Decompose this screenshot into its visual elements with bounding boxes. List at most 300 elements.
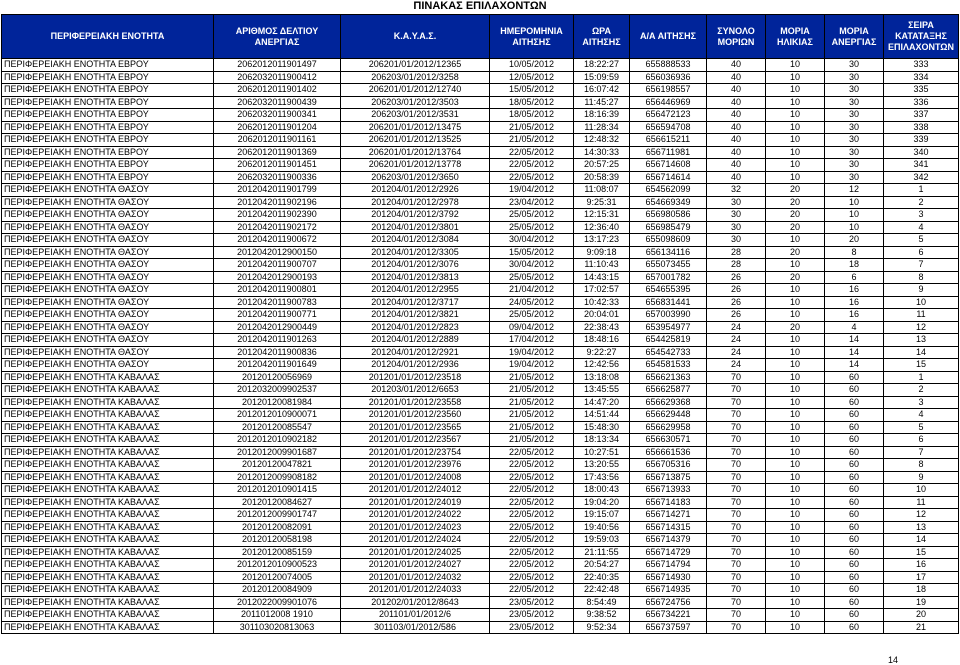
cell-region: ΠΕΡΙΦΕΡΕΙΑΚΗ ΕΝΟΤΗΤΑ ΚΑΒΑΛΑΣ <box>2 409 214 422</box>
table-row <box>2 234 959 247</box>
cell-application-time: 20:54:27 <box>574 559 630 572</box>
cell-kayas: 206201/01/2012/13764 <box>341 146 490 159</box>
cell-kayas: 301103/01/2012/586 <box>341 621 490 634</box>
cell-region: ΠΕΡΙΦΕΡΕΙΑΚΗ ΕΝΟΤΗΤΑ ΚΑΒΑΛΑΣ <box>2 596 214 609</box>
cell-application-number: 656980586 <box>630 209 707 222</box>
cell-unemployment-points: 30 <box>825 84 884 97</box>
cell-total-points: 70 <box>707 584 766 597</box>
cell-application-date: 23/05/2012 <box>490 596 574 609</box>
cell-application-time: 13:45:55 <box>574 384 630 397</box>
cell-total-points: 70 <box>707 559 766 572</box>
header-kayas: Κ.Α.Υ.Α.Σ. <box>341 15 490 59</box>
cell-total-points: 28 <box>707 246 766 259</box>
cell-unemployment-card: 2062032011900336 <box>214 171 341 184</box>
cell-application-date: 19/04/2012 <box>490 346 574 359</box>
table-row <box>2 396 959 409</box>
cell-application-date: 22/05/2012 <box>490 171 574 184</box>
table-row <box>2 146 959 159</box>
cell-unemployment-card: 2012042011901649 <box>214 359 341 372</box>
cell-unemployment-points: 30 <box>825 146 884 159</box>
cell-unemployment-card: 20120120047821 <box>214 459 341 472</box>
table-row <box>2 134 959 147</box>
cell-total-points: 70 <box>707 546 766 559</box>
cell-total-points: 30 <box>707 209 766 222</box>
cell-total-points: 24 <box>707 346 766 359</box>
table-row <box>2 546 959 559</box>
candidates-table <box>1 14 959 634</box>
cell-region: ΠΕΡΙΦΕΡΕΙΑΚΗ ΕΝΟΤΗΤΑ ΕΒΡΟΥ <box>2 159 214 172</box>
cell-application-number: 656630571 <box>630 434 707 447</box>
cell-application-date: 22/05/2012 <box>490 471 574 484</box>
cell-unemployment-card: 2012012010902182 <box>214 434 341 447</box>
cell-application-time: 11:28:34 <box>574 121 630 134</box>
cell-unemployment-card: 2012012009908182 <box>214 471 341 484</box>
cell-application-time: 19:40:56 <box>574 521 630 534</box>
cell-region: ΠΕΡΙΦΕΡΕΙΑΚΗ ΕΝΟΤΗΤΑ ΕΒΡΟΥ <box>2 59 214 72</box>
table-row <box>2 434 959 447</box>
cell-application-number: 656714614 <box>630 171 707 184</box>
cell-total-points: 24 <box>707 359 766 372</box>
cell-kayas: 206201/01/2012/13778 <box>341 159 490 172</box>
cell-kayas: 201201/01/2012/24027 <box>341 559 490 572</box>
cell-region: ΠΕΡΙΦΕΡΕΙΑΚΗ ΕΝΟΤΗΤΑ ΘΑΣΟΥ <box>2 271 214 284</box>
cell-total-points: 40 <box>707 84 766 97</box>
cell-ranking: 338 <box>884 121 959 134</box>
cell-ranking: 12 <box>884 509 959 522</box>
cell-unemployment-points: 12 <box>825 184 884 197</box>
table-row <box>2 621 959 634</box>
cell-application-date: 22/05/2012 <box>490 534 574 547</box>
cell-kayas: 201201/01/2012/24025 <box>341 546 490 559</box>
table-row <box>2 196 959 209</box>
cell-unemployment-points: 4 <box>825 321 884 334</box>
cell-region: ΠΕΡΙΦΕΡΕΙΑΚΗ ΕΝΟΤΗΤΑ ΚΑΒΑΛΑΣ <box>2 509 214 522</box>
cell-ranking: 4 <box>884 221 959 234</box>
cell-region: ΠΕΡΙΦΕΡΕΙΑΚΗ ΕΝΟΤΗΤΑ ΕΒΡΟΥ <box>2 109 214 122</box>
cell-age-points: 20 <box>766 196 825 209</box>
cell-total-points: 70 <box>707 621 766 634</box>
page-number: 14 <box>888 655 899 665</box>
cell-kayas: 201201/01/2012/24008 <box>341 471 490 484</box>
cell-unemployment-card: 20120120074005 <box>214 571 341 584</box>
cell-ranking: 15 <box>884 359 959 372</box>
cell-ranking: 14 <box>884 534 959 547</box>
cell-unemployment-card: 2062012011901497 <box>214 59 341 72</box>
cell-application-number: 656714930 <box>630 571 707 584</box>
cell-application-number: 656714271 <box>630 509 707 522</box>
cell-total-points: 40 <box>707 96 766 109</box>
cell-application-time: 13:18:08 <box>574 371 630 384</box>
cell-application-time: 21:11:55 <box>574 546 630 559</box>
cell-application-time: 13:17:23 <box>574 234 630 247</box>
cell-unemployment-card: 2012012010901415 <box>214 484 341 497</box>
cell-kayas: 201204/01/2012/3821 <box>341 309 490 322</box>
cell-application-number: 656713933 <box>630 484 707 497</box>
cell-age-points: 10 <box>766 484 825 497</box>
cell-ranking: 16 <box>884 559 959 572</box>
header-application-number: Α/Α ΑΙΤΗΣΗΣ <box>630 15 707 59</box>
cell-application-time: 18:00:43 <box>574 484 630 497</box>
cell-unemployment-card: 2012042011902196 <box>214 196 341 209</box>
cell-application-number: 656714183 <box>630 496 707 509</box>
cell-age-points: 10 <box>766 171 825 184</box>
cell-unemployment-points: 16 <box>825 284 884 297</box>
cell-application-date: 22/05/2012 <box>490 546 574 559</box>
cell-unemployment-points: 60 <box>825 534 884 547</box>
cell-application-number: 653954977 <box>630 321 707 334</box>
cell-application-time: 18:48:16 <box>574 334 630 347</box>
cell-application-time: 9:22:27 <box>574 346 630 359</box>
cell-application-number: 656629448 <box>630 409 707 422</box>
cell-ranking: 20 <box>884 609 959 622</box>
cell-application-number: 656714608 <box>630 159 707 172</box>
cell-application-date: 21/05/2012 <box>490 409 574 422</box>
cell-region: ΠΕΡΙΦΕΡΕΙΑΚΗ ΕΝΟΤΗΤΑ ΚΑΒΑΛΑΣ <box>2 421 214 434</box>
cell-kayas: 201201/01/2012/24022 <box>341 509 490 522</box>
cell-age-points: 10 <box>766 59 825 72</box>
cell-application-date: 22/05/2012 <box>490 521 574 534</box>
cell-application-number: 656737597 <box>630 621 707 634</box>
cell-age-points: 10 <box>766 84 825 97</box>
cell-application-date: 25/05/2012 <box>490 221 574 234</box>
cell-application-date: 17/04/2012 <box>490 334 574 347</box>
cell-application-number: 656621363 <box>630 371 707 384</box>
cell-ranking: 6 <box>884 434 959 447</box>
cell-unemployment-card: 2012042011900783 <box>214 296 341 309</box>
table-row <box>2 371 959 384</box>
cell-total-points: 40 <box>707 109 766 122</box>
cell-application-time: 22:38:43 <box>574 321 630 334</box>
cell-age-points: 10 <box>766 409 825 422</box>
cell-application-date: 23/05/2012 <box>490 621 574 634</box>
cell-application-time: 16:07:42 <box>574 84 630 97</box>
cell-total-points: 70 <box>707 609 766 622</box>
cell-application-time: 9:52:34 <box>574 621 630 634</box>
cell-application-number: 656594708 <box>630 121 707 134</box>
cell-kayas: 206203/01/2012/3650 <box>341 171 490 184</box>
cell-age-points: 20 <box>766 271 825 284</box>
cell-application-date: 19/04/2012 <box>490 184 574 197</box>
cell-unemployment-points: 30 <box>825 159 884 172</box>
cell-region: ΠΕΡΙΦΕΡΕΙΑΚΗ ΕΝΟΤΗΤΑ ΘΑΣΟΥ <box>2 246 214 259</box>
cell-total-points: 28 <box>707 259 766 272</box>
cell-application-time: 19:15:07 <box>574 509 630 522</box>
cell-unemployment-card: 20120120081984 <box>214 396 341 409</box>
cell-unemployment-card: 2012042012900449 <box>214 321 341 334</box>
table-row <box>2 184 959 197</box>
cell-application-time: 14:51:44 <box>574 409 630 422</box>
cell-application-number: 656724756 <box>630 596 707 609</box>
cell-age-points: 10 <box>766 496 825 509</box>
cell-region: ΠΕΡΙΦΕΡΕΙΑΚΗ ΕΝΟΤΗΤΑ ΘΑΣΟΥ <box>2 346 214 359</box>
cell-kayas: 201204/01/2012/2889 <box>341 334 490 347</box>
cell-ranking: 4 <box>884 409 959 422</box>
table-row <box>2 171 959 184</box>
cell-region: ΠΕΡΙΦΕΡΕΙΑΚΗ ΕΝΟΤΗΤΑ ΕΒΡΟΥ <box>2 84 214 97</box>
cell-unemployment-points: 60 <box>825 396 884 409</box>
cell-application-number: 656711981 <box>630 146 707 159</box>
cell-application-number: 656625877 <box>630 384 707 397</box>
cell-kayas: 201201/01/2012/24033 <box>341 584 490 597</box>
cell-age-points: 10 <box>766 284 825 297</box>
cell-kayas: 206201/01/2012/12365 <box>341 59 490 72</box>
cell-region: ΠΕΡΙΦΕΡΕΙΑΚΗ ΕΝΟΤΗΤΑ ΚΑΒΑΛΑΣ <box>2 384 214 397</box>
cell-total-points: 70 <box>707 434 766 447</box>
cell-application-time: 17:43:56 <box>574 471 630 484</box>
cell-application-time: 17:02:57 <box>574 284 630 297</box>
table-row <box>2 346 959 359</box>
cell-unemployment-card: 20120120056969 <box>214 371 341 384</box>
cell-region: ΠΕΡΙΦΕΡΕΙΑΚΗ ΕΝΟΤΗΤΑ ΚΑΒΑΛΑΣ <box>2 546 214 559</box>
cell-kayas: 201201/01/2012/23565 <box>341 421 490 434</box>
cell-application-date: 21/05/2012 <box>490 396 574 409</box>
cell-unemployment-points: 60 <box>825 596 884 609</box>
cell-application-time: 11:08:07 <box>574 184 630 197</box>
cell-application-number: 656713875 <box>630 471 707 484</box>
table-row <box>2 471 959 484</box>
cell-unemployment-points: 60 <box>825 484 884 497</box>
cell-application-date: 30/04/2012 <box>490 259 574 272</box>
cell-application-number: 656714379 <box>630 534 707 547</box>
cell-kayas: 201204/01/2012/2978 <box>341 196 490 209</box>
cell-kayas: 201204/01/2012/2955 <box>341 284 490 297</box>
cell-unemployment-points: 30 <box>825 59 884 72</box>
table-row <box>2 271 959 284</box>
cell-kayas: 201201/01/2012/23976 <box>341 459 490 472</box>
cell-kayas: 201201/01/2012/23754 <box>341 446 490 459</box>
cell-region: ΠΕΡΙΦΕΡΕΙΑΚΗ ΕΝΟΤΗΤΑ ΚΑΒΑΛΑΣ <box>2 371 214 384</box>
cell-application-number: 656615211 <box>630 134 707 147</box>
table-row <box>2 334 959 347</box>
cell-total-points: 24 <box>707 321 766 334</box>
table-row <box>2 359 959 372</box>
cell-application-time: 15:48:30 <box>574 421 630 434</box>
cell-region: ΠΕΡΙΦΕΡΕΙΑΚΗ ΕΝΟΤΗΤΑ ΘΑΣΟΥ <box>2 359 214 372</box>
cell-age-points: 20 <box>766 221 825 234</box>
cell-application-number: 656134116 <box>630 246 707 259</box>
cell-ranking: 15 <box>884 546 959 559</box>
cell-application-date: 12/05/2012 <box>490 71 574 84</box>
cell-application-number: 656198557 <box>630 84 707 97</box>
cell-unemployment-card: 2011012008 1910 <box>214 609 341 622</box>
cell-unemployment-card: 2062012011901451 <box>214 159 341 172</box>
cell-application-number: 656629368 <box>630 396 707 409</box>
cell-unemployment-points: 18 <box>825 259 884 272</box>
cell-application-time: 12:36:40 <box>574 221 630 234</box>
cell-application-time: 22:42:48 <box>574 584 630 597</box>
cell-unemployment-card: 2062032011900439 <box>214 96 341 109</box>
cell-application-number: 656831441 <box>630 296 707 309</box>
cell-application-time: 9:38:52 <box>574 609 630 622</box>
cell-unemployment-card: 2062032011900341 <box>214 109 341 122</box>
cell-total-points: 70 <box>707 396 766 409</box>
cell-ranking: 2 <box>884 196 959 209</box>
cell-application-date: 22/05/2012 <box>490 446 574 459</box>
cell-ranking: 10 <box>884 296 959 309</box>
cell-application-date: 09/04/2012 <box>490 321 574 334</box>
cell-application-date: 21/05/2012 <box>490 134 574 147</box>
cell-kayas: 201204/01/2012/3084 <box>341 234 490 247</box>
cell-application-time: 20:58:39 <box>574 171 630 184</box>
cell-region: ΠΕΡΙΦΕΡΕΙΑΚΗ ΕΝΟΤΗΤΑ ΘΑΣΟΥ <box>2 309 214 322</box>
cell-region: ΠΕΡΙΦΕΡΕΙΑΚΗ ΕΝΟΤΗΤΑ ΘΑΣΟΥ <box>2 234 214 247</box>
cell-application-time: 20:04:01 <box>574 309 630 322</box>
cell-kayas: 201201/01/2012/24012 <box>341 484 490 497</box>
cell-unemployment-card: 2062012011901204 <box>214 121 341 134</box>
cell-application-time: 14:47:20 <box>574 396 630 409</box>
cell-unemployment-points: 10 <box>825 196 884 209</box>
cell-application-date: 22/05/2012 <box>490 559 574 572</box>
cell-region: ΠΕΡΙΦΕΡΕΙΑΚΗ ΕΝΟΤΗΤΑ ΚΑΒΑΛΑΣ <box>2 571 214 584</box>
cell-kayas: 201204/01/2012/2921 <box>341 346 490 359</box>
cell-age-points: 10 <box>766 471 825 484</box>
cell-age-points: 10 <box>766 259 825 272</box>
cell-age-points: 10 <box>766 109 825 122</box>
cell-application-time: 18:16:39 <box>574 109 630 122</box>
cell-total-points: 40 <box>707 171 766 184</box>
cell-ranking: 7 <box>884 446 959 459</box>
cell-application-number: 655073455 <box>630 259 707 272</box>
cell-region: ΠΕΡΙΦΕΡΕΙΑΚΗ ΕΝΟΤΗΤΑ ΕΒΡΟΥ <box>2 146 214 159</box>
cell-unemployment-points: 60 <box>825 521 884 534</box>
cell-kayas: 201201/01/2012/24019 <box>341 496 490 509</box>
cell-application-time: 18:13:34 <box>574 434 630 447</box>
cell-total-points: 40 <box>707 134 766 147</box>
table-row <box>2 459 959 472</box>
cell-unemployment-card: 2012012010900071 <box>214 409 341 422</box>
cell-age-points: 20 <box>766 246 825 259</box>
cell-application-number: 656446969 <box>630 96 707 109</box>
cell-application-number: 656472123 <box>630 109 707 122</box>
cell-region: ΠΕΡΙΦΕΡΕΙΑΚΗ ΕΝΟΤΗΤΑ ΚΑΒΑΛΑΣ <box>2 396 214 409</box>
cell-total-points: 24 <box>707 334 766 347</box>
cell-region: ΠΕΡΙΦΕΡΕΙΑΚΗ ΕΝΟΤΗΤΑ ΘΑΣΟΥ <box>2 184 214 197</box>
cell-application-date: 21/04/2012 <box>490 284 574 297</box>
cell-application-number: 656661536 <box>630 446 707 459</box>
header-application-date: ΗΜΕΡΟΜΗΝΙΑ ΑΙΤΗΣΗΣ <box>490 15 574 59</box>
cell-application-time: 19:04:20 <box>574 496 630 509</box>
cell-application-date: 18/05/2012 <box>490 109 574 122</box>
cell-region: ΠΕΡΙΦΕΡΕΙΑΚΗ ΕΝΟΤΗΤΑ ΚΑΒΑΛΑΣ <box>2 621 214 634</box>
cell-application-date: 22/05/2012 <box>490 459 574 472</box>
cell-ranking: 339 <box>884 134 959 147</box>
cell-region: ΠΕΡΙΦΕΡΕΙΑΚΗ ΕΝΟΤΗΤΑ ΚΑΒΑΛΑΣ <box>2 584 214 597</box>
cell-age-points: 10 <box>766 609 825 622</box>
table-row <box>2 534 959 547</box>
table-row <box>2 596 959 609</box>
cell-age-points: 10 <box>766 596 825 609</box>
cell-kayas: 201201/01/2012/23518 <box>341 371 490 384</box>
table-row <box>2 509 959 522</box>
cell-age-points: 10 <box>766 534 825 547</box>
cell-age-points: 10 <box>766 359 825 372</box>
cell-ranking: 13 <box>884 334 959 347</box>
header-application-time: ΩΡΑ ΑΙΤΗΣΗΣ <box>574 15 630 59</box>
cell-unemployment-points: 60 <box>825 496 884 509</box>
cell-application-number: 656629958 <box>630 421 707 434</box>
cell-application-date: 25/05/2012 <box>490 209 574 222</box>
cell-ranking: 18 <box>884 584 959 597</box>
cell-region: ΠΕΡΙΦΕΡΕΙΑΚΗ ΕΝΟΤΗΤΑ ΕΒΡΟΥ <box>2 121 214 134</box>
cell-ranking: 3 <box>884 396 959 409</box>
cell-unemployment-points: 60 <box>825 621 884 634</box>
cell-unemployment-card: 20120120085547 <box>214 421 341 434</box>
cell-application-time: 20:57:25 <box>574 159 630 172</box>
cell-ranking: 13 <box>884 521 959 534</box>
cell-unemployment-card: 301103020813063 <box>214 621 341 634</box>
cell-unemployment-card: 2012042011902172 <box>214 221 341 234</box>
table-row <box>2 71 959 84</box>
cell-total-points: 70 <box>707 484 766 497</box>
cell-ranking: 337 <box>884 109 959 122</box>
cell-age-points: 10 <box>766 446 825 459</box>
cell-region: ΠΕΡΙΦΕΡΕΙΑΚΗ ΕΝΟΤΗΤΑ ΚΑΒΑΛΑΣ <box>2 609 214 622</box>
cell-ranking: 7 <box>884 259 959 272</box>
cell-ranking: 340 <box>884 146 959 159</box>
cell-total-points: 70 <box>707 384 766 397</box>
cell-ranking: 1 <box>884 184 959 197</box>
cell-age-points: 10 <box>766 346 825 359</box>
cell-application-number: 655098609 <box>630 234 707 247</box>
table-row <box>2 296 959 309</box>
cell-unemployment-points: 14 <box>825 346 884 359</box>
cell-application-number: 656714794 <box>630 559 707 572</box>
cell-application-number: 656714729 <box>630 546 707 559</box>
cell-unemployment-points: 60 <box>825 434 884 447</box>
table-row <box>2 496 959 509</box>
cell-unemployment-points: 30 <box>825 171 884 184</box>
cell-application-date: 24/05/2012 <box>490 296 574 309</box>
cell-kayas: 201204/01/2012/2926 <box>341 184 490 197</box>
cell-application-date: 22/05/2012 <box>490 509 574 522</box>
cell-unemployment-card: 2012042011900771 <box>214 309 341 322</box>
cell-application-number: 656714315 <box>630 521 707 534</box>
table-row <box>2 84 959 97</box>
cell-age-points: 10 <box>766 421 825 434</box>
cell-unemployment-points: 30 <box>825 109 884 122</box>
cell-region: ΠΕΡΙΦΕΡΕΙΑΚΗ ΕΝΟΤΗΤΑ ΕΒΡΟΥ <box>2 96 214 109</box>
cell-region: ΠΕΡΙΦΕΡΕΙΑΚΗ ΕΝΟΤΗΤΑ ΘΑΣΟΥ <box>2 209 214 222</box>
cell-kayas: 201201/01/2012/24024 <box>341 534 490 547</box>
cell-total-points: 40 <box>707 121 766 134</box>
cell-region: ΠΕΡΙΦΕΡΕΙΑΚΗ ΕΝΟΤΗΤΑ ΘΑΣΟΥ <box>2 196 214 209</box>
cell-unemployment-points: 20 <box>825 234 884 247</box>
cell-ranking: 14 <box>884 346 959 359</box>
cell-application-time: 15:09:59 <box>574 71 630 84</box>
cell-application-number: 656985479 <box>630 221 707 234</box>
cell-ranking: 335 <box>884 84 959 97</box>
cell-unemployment-points: 30 <box>825 71 884 84</box>
cell-application-date: 25/05/2012 <box>490 271 574 284</box>
cell-application-date: 22/05/2012 <box>490 484 574 497</box>
cell-application-date: 22/05/2012 <box>490 159 574 172</box>
cell-application-date: 30/04/2012 <box>490 234 574 247</box>
cell-ranking: 342 <box>884 171 959 184</box>
cell-unemployment-points: 60 <box>825 571 884 584</box>
cell-application-date: 21/05/2012 <box>490 384 574 397</box>
cell-unemployment-points: 16 <box>825 309 884 322</box>
cell-application-date: 19/04/2012 <box>490 359 574 372</box>
cell-total-points: 70 <box>707 371 766 384</box>
cell-unemployment-card: 2012042012900150 <box>214 246 341 259</box>
cell-kayas: 201204/01/2012/3801 <box>341 221 490 234</box>
cell-application-time: 9:25:31 <box>574 196 630 209</box>
cell-unemployment-card: 2012042011900836 <box>214 346 341 359</box>
cell-application-date: 22/05/2012 <box>490 146 574 159</box>
cell-application-number: 657003990 <box>630 309 707 322</box>
table-row <box>2 446 959 459</box>
cell-unemployment-card: 2012012009901747 <box>214 509 341 522</box>
